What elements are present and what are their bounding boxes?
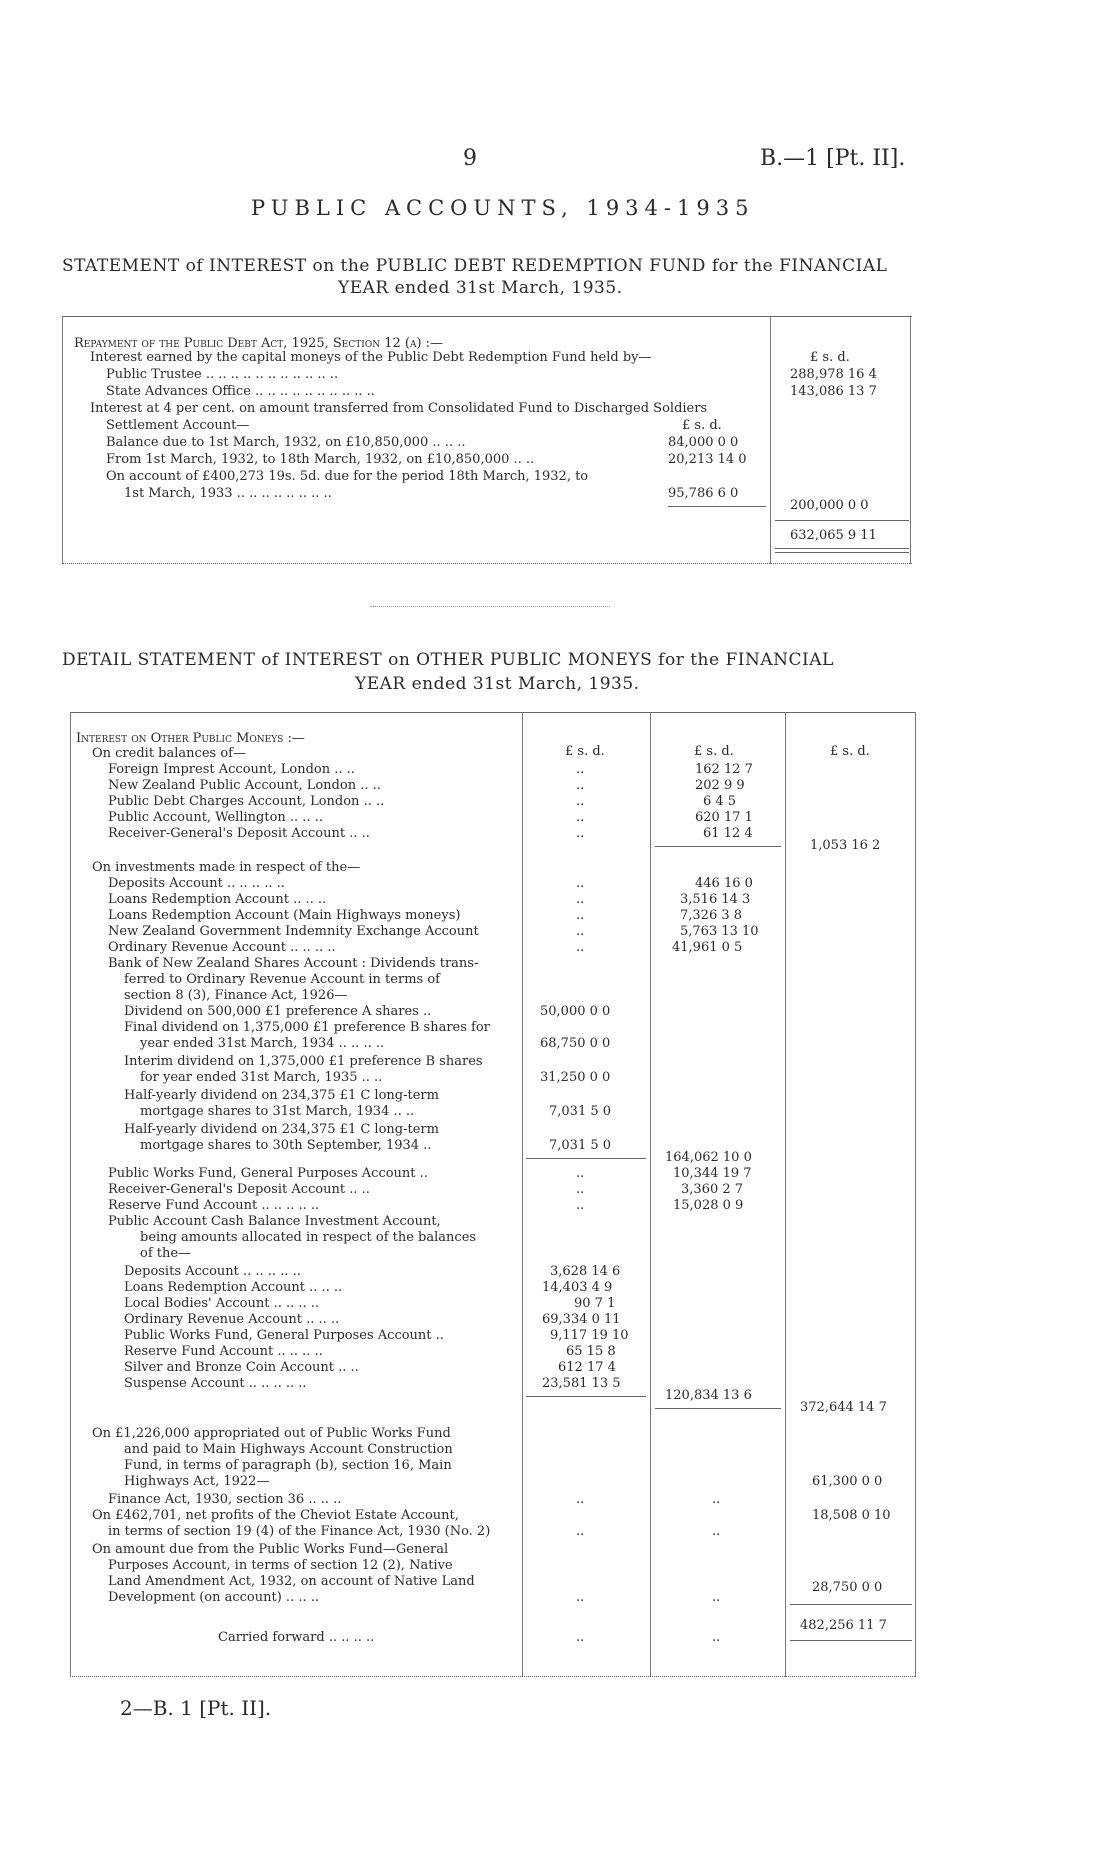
- row-label: of the—: [140, 1246, 192, 1261]
- empty-cell-dots: ..: [576, 1182, 585, 1197]
- row-label: Silver and Bronze Coin Account .. ..: [124, 1360, 359, 1375]
- outer-value: 200,000 0 0: [790, 498, 869, 513]
- row-label: year ended 31st March, 1934 .. .. .. ..: [140, 1036, 385, 1051]
- row-label: New Zealand Public Account, London .. ..: [108, 778, 381, 793]
- col1-value: 7,031 5 0: [549, 1138, 612, 1153]
- empty-cell-dots: ..: [576, 1630, 585, 1645]
- col2-value: 41,961 0 5: [672, 940, 743, 955]
- empty-cell-dots: ..: [576, 1198, 585, 1213]
- empty-cell-dots: ..: [576, 1524, 585, 1539]
- row-label: Foreign Imprest Account, London .. ..: [108, 762, 355, 777]
- col1-value: 9,117 19 10: [550, 1328, 629, 1343]
- empty-cell-dots: ..: [576, 794, 585, 809]
- col1-value: 90 7 1: [574, 1296, 616, 1311]
- col2-header: £ s. d.: [694, 744, 734, 759]
- empty-cell-dots: ..: [576, 1590, 585, 1605]
- section1-title-line1: STATEMENT of INTEREST on the PUBLIC DEBT REDEMPTION FUND for the FINANCIAL: [62, 256, 888, 276]
- inner-column-header: £ s. d.: [682, 418, 722, 433]
- empty-cell-dots: ..: [576, 892, 585, 907]
- inner-value: 20,213 14 0: [668, 452, 747, 467]
- row-label: Public Debt Charges Account, London .. ..: [108, 794, 385, 809]
- outer-value: 288,978 16 4: [790, 367, 877, 382]
- row-label: Public Works Fund, General Purposes Account ..: [124, 1328, 444, 1343]
- row-label: for year ended 31st March, 1935 .. ..: [140, 1070, 383, 1085]
- row-label: Loans Redemption Account .. .. ..: [124, 1280, 343, 1295]
- row-label: Finance Act, 1930, section 36 .. .. ..: [108, 1492, 342, 1507]
- col1-value: 23,581 13 5: [542, 1376, 621, 1391]
- empty-cell-dots: ..: [576, 876, 585, 891]
- row-label: Receiver-General's Deposit Account .. ..: [108, 826, 370, 841]
- empty-cell-dots: ..: [576, 778, 585, 793]
- row-label: On amount due from the Public Works Fund—General: [92, 1542, 449, 1557]
- section1-line: 1st March, 1933 .. .. .. .. .. .. .. ..: [124, 486, 332, 501]
- section1-line: Settlement Account—: [106, 418, 250, 433]
- row-label: Receiver-General's Deposit Account .. ..: [108, 1182, 370, 1197]
- row-label: Development (on account) .. .. ..: [108, 1590, 319, 1605]
- section1-line: Balance due to 1st March, 1932, on £10,850,000 .. .. ..: [106, 435, 466, 450]
- empty-cell-dots: ..: [712, 1630, 721, 1645]
- col1-value: 65 15 8: [566, 1344, 616, 1359]
- row-label: New Zealand Government Indemnity Exchange Account: [108, 924, 479, 939]
- row-label: Purposes Account, in terms of section 12 (2), Native: [108, 1558, 453, 1573]
- col2-value: 3,516 14 3: [680, 892, 751, 907]
- page-signature: 2—B. 1 [Pt. II].: [120, 1696, 272, 1720]
- col2-value: 446 16 0: [695, 876, 753, 891]
- col2-value: 6 4 5: [703, 794, 737, 809]
- row-label: Loans Redemption Account .. .. ..: [108, 892, 327, 907]
- row-label: On £1,226,000 appropriated out of Public Works Fund: [92, 1426, 451, 1441]
- section1-line: State Advances Office .. .. .. .. .. .. .. .. .. ..: [106, 384, 375, 399]
- section1-line: Interest earned by the capital moneys of the Public Debt Redemption Fund held by—: [90, 350, 652, 365]
- section1-heading: Repayment of the Public Debt Act, 1925, Section 12 (a) :—: [74, 336, 444, 351]
- page-number: 9: [463, 146, 477, 171]
- empty-cell-dots: ..: [712, 1590, 721, 1605]
- row-label: Local Bodies' Account .. .. .. ..: [124, 1296, 320, 1311]
- row-label: On investments made in respect of the—: [92, 860, 361, 875]
- section1-total: 632,065 9 11: [790, 528, 877, 543]
- inner-value: 84,000 0 0: [668, 435, 739, 450]
- col2-value: 61 12 4: [703, 826, 753, 841]
- row-label: Fund, in terms of paragraph (b), section 16, Main: [124, 1458, 452, 1473]
- row-label: Reserve Fund Account .. .. .. .. ..: [108, 1198, 320, 1213]
- col2-value: 120,834 13 6: [665, 1388, 752, 1403]
- row-label: Loans Redemption Account (Main Highways moneys): [108, 908, 461, 923]
- row-label: Ordinary Revenue Account .. .. .. ..: [108, 940, 336, 955]
- col2-value: 5,763 13 10: [680, 924, 759, 939]
- section2-title-line2: YEAR ended 31st March, 1935.: [355, 674, 640, 694]
- empty-cell-dots: ..: [576, 1166, 585, 1181]
- col1-value: 612 17 4: [558, 1360, 616, 1375]
- section2-heading: Interest on Other Public Moneys :—: [76, 731, 305, 746]
- col2-value: 162 12 7: [695, 762, 753, 777]
- section1-line: On account of £400,273 19s. 5d. due for the period 18th March, 1932, to: [106, 469, 589, 484]
- row-label: Half-yearly dividend on 234,375 £1 C long-term: [124, 1088, 439, 1103]
- row-label: ferred to Ordinary Revenue Account in terms of: [124, 972, 440, 987]
- inner-value: 95,786 6 0: [668, 486, 739, 501]
- row-label: Public Account Cash Balance Investment Account,: [108, 1214, 441, 1229]
- section1-line: Interest at 4 per cent. on amount transferred from Consolidated Fund to Discharged Soldiers: [90, 401, 708, 416]
- col1-value: 14,403 4 9: [542, 1280, 613, 1295]
- empty-cell-dots: ..: [576, 1492, 585, 1507]
- col3-value: 61,300 0 0: [812, 1474, 883, 1489]
- empty-cell-dots: ..: [576, 908, 585, 923]
- col1-value: 50,000 0 0: [540, 1004, 611, 1019]
- row-label: Ordinary Revenue Account .. .. ..: [124, 1312, 340, 1327]
- row-label: Deposits Account .. .. .. .. ..: [108, 876, 285, 891]
- row-label: Bank of New Zealand Shares Account : Dividends trans-: [108, 956, 479, 971]
- row-label: Land Amendment Act, 1932, on account of Native Land: [108, 1574, 475, 1589]
- row-label: and paid to Main Highways Account Construction: [124, 1442, 453, 1457]
- row-label: On credit balances of—: [92, 746, 246, 761]
- row-label: Public Works Fund, General Purposes Account ..: [108, 1166, 428, 1181]
- col2-value: 15,028 0 9: [673, 1198, 744, 1213]
- row-label: section 8 (3), Finance Act, 1926—: [124, 988, 348, 1003]
- row-label: On £462,701, net profits of the Cheviot Estate Account,: [92, 1508, 459, 1523]
- row-label: Interim dividend on 1,375,000 £1 preference B shares: [124, 1054, 483, 1069]
- row-label: Half-yearly dividend on 234,375 £1 C long-term: [124, 1122, 439, 1137]
- row-label: Reserve Fund Account .. .. .. ..: [124, 1344, 323, 1359]
- section2-title-line1: DETAIL STATEMENT of INTEREST on OTHER PUBLIC MONEYS for the FINANCIAL: [62, 650, 834, 670]
- carried-forward-total: 482,256 11 7: [800, 1618, 887, 1633]
- row-label: Highways Act, 1922—: [124, 1474, 270, 1489]
- col1-value: 31,250 0 0: [540, 1070, 611, 1085]
- document-reference: B.—1 [Pt. II].: [760, 146, 906, 171]
- empty-cell-dots: ..: [576, 826, 585, 841]
- section1-title-line2: YEAR ended 31st March, 1935.: [338, 278, 623, 298]
- col3-header: £ s. d.: [830, 744, 870, 759]
- col2-value: 10,344 19 7: [673, 1166, 752, 1181]
- row-label: Final dividend on 1,375,000 £1 preference B shares for: [124, 1020, 490, 1035]
- row-label: Public Account, Wellington .. .. ..: [108, 810, 323, 825]
- col2-value: 7,326 3 8: [680, 908, 743, 923]
- col1-value: 7,031 5 0: [549, 1104, 612, 1119]
- col1-value: 3,628 14 6: [550, 1264, 621, 1279]
- section1-line: From 1st March, 1932, to 18th March, 1932, on £10,850,000 .. ..: [106, 452, 535, 467]
- empty-cell-dots: ..: [712, 1524, 721, 1539]
- col3-value: 28,750 0 0: [812, 1580, 883, 1595]
- col1-value: 68,750 0 0: [540, 1036, 611, 1051]
- empty-cell-dots: ..: [576, 924, 585, 939]
- outer-column-header: £ s. d.: [810, 350, 850, 365]
- col2-value: 202 9 9: [695, 778, 745, 793]
- col2-value: 620 17 1: [695, 810, 753, 825]
- empty-cell-dots: ..: [576, 940, 585, 955]
- col3-value: 1,053 16 2: [810, 838, 881, 853]
- col3-value: 18,508 0 10: [812, 1508, 891, 1523]
- row-label: mortgage shares to 31st March, 1934 .. ..: [140, 1104, 415, 1119]
- row-label: being amounts allocated in respect of the balances: [140, 1230, 477, 1245]
- col1-header: £ s. d.: [565, 744, 605, 759]
- empty-cell-dots: ..: [576, 762, 585, 777]
- row-label: mortgage shares to 30th September, 1934 ..: [140, 1138, 432, 1153]
- section1-line: Public Trustee .. .. .. .. .. .. .. .. .. .. ..: [106, 367, 339, 382]
- row-label: Dividend on 500,000 £1 preference A shares ..: [124, 1004, 432, 1019]
- col2-value: 3,360 2 7: [681, 1182, 744, 1197]
- outer-value: 143,086 13 7: [790, 384, 877, 399]
- row-label: Deposits Account .. .. .. .. ..: [124, 1264, 301, 1279]
- main-title: PUBLIC ACCOUNTS, 1934-1935: [251, 196, 755, 220]
- carried-forward-label: Carried forward .. .. .. ..: [218, 1630, 375, 1645]
- col2-value: 164,062 10 0: [665, 1150, 752, 1165]
- col3-value: 372,644 14 7: [800, 1400, 887, 1415]
- row-label: in terms of section 19 (4) of the Finance Act, 1930 (No. 2): [108, 1524, 491, 1539]
- row-label: Suspense Account .. .. .. .. ..: [124, 1376, 307, 1391]
- col1-value: 69,334 0 11: [542, 1312, 621, 1327]
- empty-cell-dots: ..: [712, 1492, 721, 1507]
- empty-cell-dots: ..: [576, 810, 585, 825]
